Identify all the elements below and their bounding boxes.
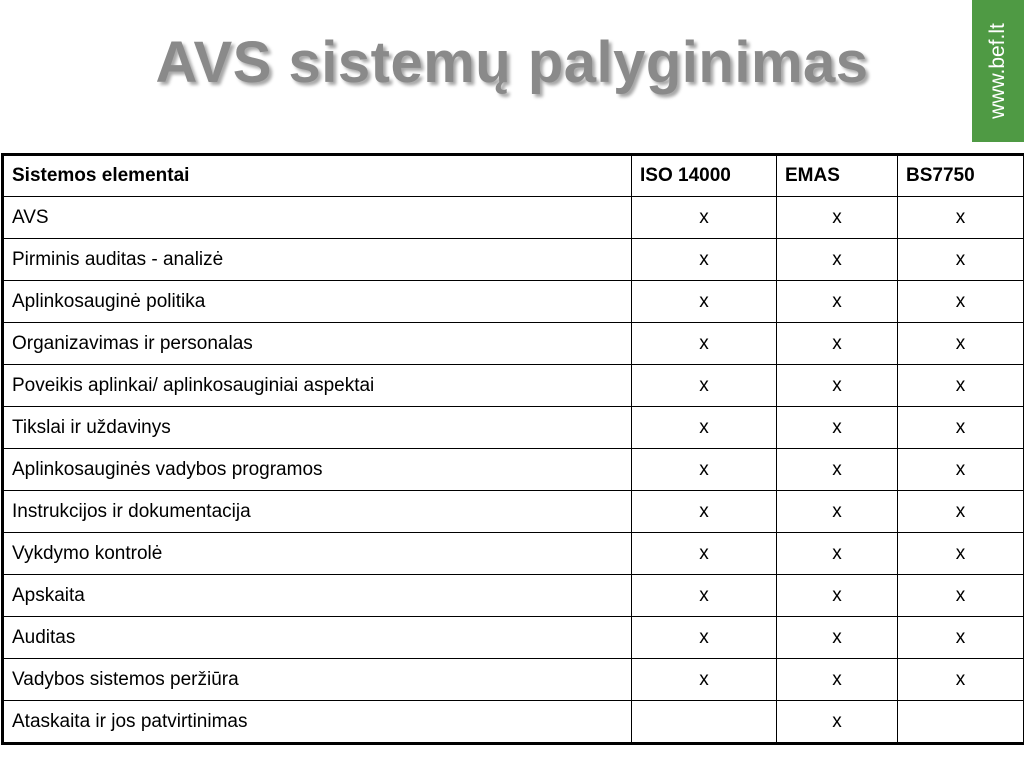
- mark-cell: [898, 701, 1024, 744]
- element-name-cell: Pirminis auditas - analizė: [3, 239, 632, 281]
- table-row: [3, 533, 1024, 575]
- element-name-cell: Poveikis aplinkai/ aplinkosauginiai aspektai: [3, 365, 632, 407]
- element-name-cell: Instrukcijos ir dokumentacija: [3, 491, 632, 533]
- mark-cell: x: [777, 281, 898, 323]
- header-cell-bs7750: BS7750: [898, 155, 1024, 197]
- mark-cell: x: [777, 239, 898, 281]
- element-name-cell: Aplinkosauginė politika: [3, 281, 632, 323]
- mark-cell: x: [632, 323, 777, 365]
- header-cell-iso14000: ISO 14000: [632, 155, 777, 197]
- mark-cell: x: [632, 659, 777, 701]
- element-name-cell: Apskaita: [3, 575, 632, 617]
- table-row: [3, 701, 1024, 744]
- mark-cell: x: [898, 365, 1024, 407]
- mark-cell: x: [898, 323, 1024, 365]
- table-row: [3, 239, 1024, 281]
- element-name-cell: Ataskaita ir jos patvirtinimas: [3, 701, 632, 744]
- mark-cell: x: [632, 365, 777, 407]
- element-name-cell: Organizavimas ir personalas: [3, 323, 632, 365]
- table-row: [3, 449, 1024, 491]
- mark-cell: x: [632, 197, 777, 239]
- mark-cell: x: [632, 239, 777, 281]
- mark-cell: x: [777, 197, 898, 239]
- mark-cell: x: [777, 659, 898, 701]
- element-name-cell: Tikslai ir uždavinys: [3, 407, 632, 449]
- mark-cell: x: [777, 533, 898, 575]
- mark-cell: x: [898, 617, 1024, 659]
- element-name-cell: Vadybos sistemos peržiūra: [3, 659, 632, 701]
- mark-cell: x: [632, 533, 777, 575]
- mark-cell: x: [632, 407, 777, 449]
- table-row: [3, 365, 1024, 407]
- table-row: [3, 281, 1024, 323]
- mark-cell: x: [632, 575, 777, 617]
- table-row: [3, 197, 1024, 239]
- mark-cell: x: [898, 449, 1024, 491]
- table-row: [3, 575, 1024, 617]
- mark-cell: x: [898, 491, 1024, 533]
- mark-cell: x: [777, 617, 898, 659]
- mark-cell: x: [777, 323, 898, 365]
- comparison-table: [1, 153, 1024, 745]
- element-name-cell: Vykdymo kontrolė: [3, 533, 632, 575]
- mark-cell: x: [632, 281, 777, 323]
- element-name-cell: Aplinkosauginės vadybos programos: [3, 449, 632, 491]
- table-row: [3, 323, 1024, 365]
- mark-cell: x: [898, 239, 1024, 281]
- mark-cell: x: [632, 617, 777, 659]
- table-row: [3, 407, 1024, 449]
- table-row: [3, 659, 1024, 701]
- mark-cell: x: [898, 659, 1024, 701]
- mark-cell: x: [632, 449, 777, 491]
- mark-cell: x: [898, 281, 1024, 323]
- website-badge-label: www.bef.lt: [986, 23, 1010, 119]
- element-name-cell: Auditas: [3, 617, 632, 659]
- header-cell-elements: Sistemos elementai: [3, 155, 632, 197]
- mark-cell: x: [898, 575, 1024, 617]
- table-body: [3, 197, 1024, 744]
- mark-cell: x: [898, 197, 1024, 239]
- slide-title: AVS sistemų palyginimas: [155, 30, 869, 95]
- header-cell-emas: EMAS: [777, 155, 898, 197]
- element-name-cell: AVS: [3, 197, 632, 239]
- mark-cell: x: [777, 701, 898, 744]
- mark-cell: x: [777, 575, 898, 617]
- table-row: [3, 491, 1024, 533]
- mark-cell: x: [777, 365, 898, 407]
- table-header-row: [3, 155, 1024, 197]
- mark-cell: x: [777, 491, 898, 533]
- table-row: [3, 617, 1024, 659]
- mark-cell: x: [898, 407, 1024, 449]
- website-badge: [972, 0, 1024, 142]
- mark-cell: x: [632, 491, 777, 533]
- mark-cell: x: [898, 533, 1024, 575]
- mark-cell: x: [777, 407, 898, 449]
- mark-cell: x: [777, 449, 898, 491]
- mark-cell: [632, 701, 777, 744]
